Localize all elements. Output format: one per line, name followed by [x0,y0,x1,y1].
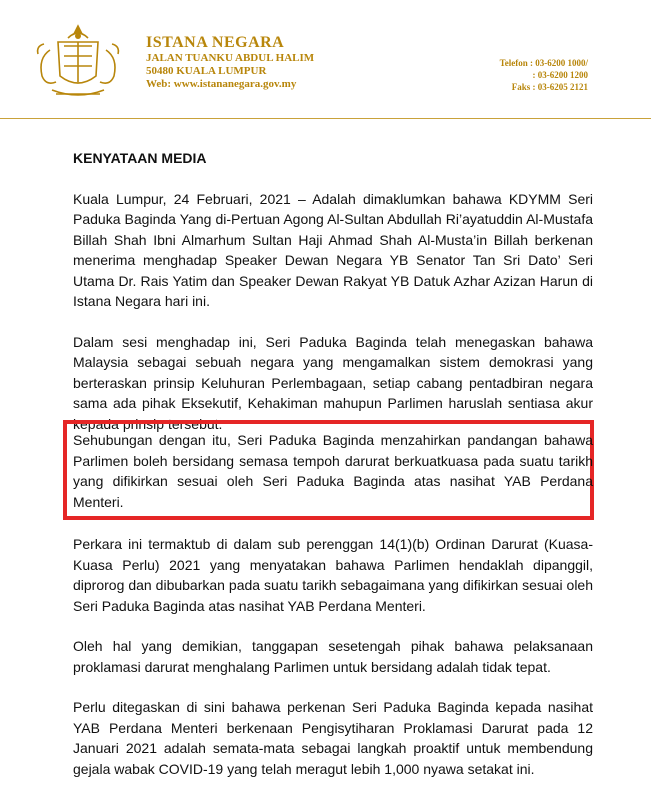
faks-line: Faks : 03-6205 2121 [511,82,588,92]
paragraph-4: Perkara ini termaktub di dalam sub perenggan 14(1)(b) Ordinan Darurat (Kuasa-Kuasa Perlu) 2021 yang menyatakan bahawa Parlimen hendaklah dipanggil, diprorog dan dibubarkan pada suatu tarikh sebagaimana yang difikirkan sesuai oleh Seri Paduka Baginda atas nasihat YAB Perdana Menteri. [73,536,593,614]
paragraph-3-highlighted: Sehubungan dengan itu, Seri Paduka Baginda menzahirkan pandangan bahawa Parlimen boleh bersidang semasa tempoh darurat berkuatkuasa pada suatu tarikh yang difikirkan sesuai oleh Seri Paduka Baginda atas nasihat YAB Perdana Menteri. [73,432,593,510]
paragraph-2: Dalam sesi menghadap ini, Seri Paduka Baginda telah menegaskan bahawa Malaysia sebagai sebuah negara yang mengamalkan sistem demokrasi yang berteraskan prinsip Keluhuran Perlembagaan, setiap cabang pentadbiran negara sama ada pihak Eksekutif, Kehakiman mahupun Parlimen haruslah sentiasa akur kepada prinsip tersebut. [73,333,593,432]
org-name: ISTANA NEGARA [146,34,285,51]
paragraph-5: Oleh hal yang demikian, tanggapan sesetengah pihak bahawa pelaksanaan proklamasi darurat menghalang Parlimen untuk bersidang adalah tidak tepat. [73,638,593,675]
telefon-line-1: Telefon : 03-6200 1000/ [499,58,588,68]
document-heading: KENYATAAN MEDIA [73,150,207,166]
paragraph-6: Perlu ditegaskan di sini bahawa perkenan Seri Paduka Baginda kepada nasihat YAB Perdana Menteri berkenaan Pengisytiharan Proklamasi Darurat pada 12 Januari 2021 adalah semata-mata sebagai langkah proaktif untuk membendung gejala wabak COVID-19 yang telah meragut lebih 1,000 nyawa setakat ini. [73,699,593,777]
address-line-1: JALAN TUANKU ABDUL HALIM [146,52,315,64]
web-link[interactable]: Web: www.istananegara.gov.my [146,78,297,90]
document-body [73,148,593,454]
highlighted-section [73,430,593,512]
coat-of-arms-icon [28,20,128,106]
contact-block [500,57,588,93]
address-line-2: 50480 KUALA LUMPUR [146,65,267,77]
letterhead [0,0,651,122]
document-body-continued [73,534,593,799]
telefon-line-2: : 03-6200 1200 [532,70,588,80]
letterhead-divider [0,118,651,119]
paragraph-1: Kuala Lumpur, 24 Februari, 2021 – Adalah dimaklumkan bahawa KDYMM Seri Paduka Baginda Yang di-Pertuan Agong Al-Sultan Abdullah Ri’ayatuddin Al-Mustafa Billah Shah Ibni Almarhum Sultan Haji Ahmad Shah Al-Musta’in Billah berkenan menerima menghadap Speaker Dewan Negara YB Senator Tan Sri Dato’ Seri Utama Dr. Rais Yatim dan Speaker Dewan Rakyat YB Datuk Azhar Azizan Harun di Istana Negara hari ini. [73,190,593,309]
